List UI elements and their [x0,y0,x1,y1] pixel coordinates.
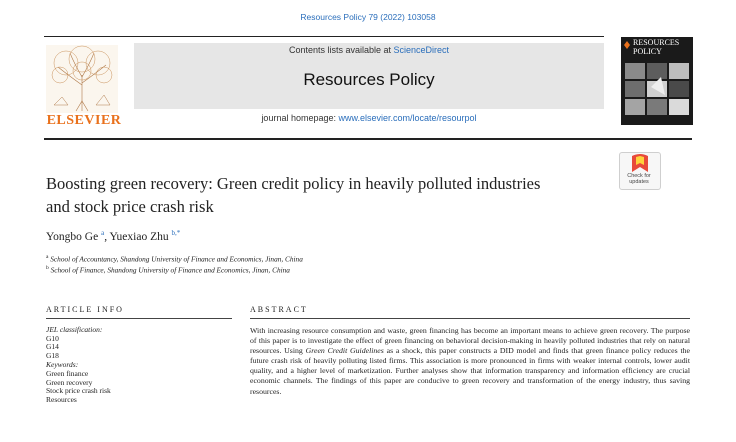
affiliation-text: School of Finance, Shandong University of Finance and Economics, Jinan, China [50,265,290,275]
author-name[interactable]: Yuexiao Zhu [109,230,169,243]
article-title-line1: Boosting green recovery: Green credit policy in heavily polluted industries [46,174,541,193]
keyword-link[interactable]: Resources [46,394,77,404]
jel-code: G10 [46,333,59,343]
abstract-text [250,326,690,397]
contents-prefix: Contents lists available at [288,45,394,55]
bookmark-icon [620,153,660,175]
article-info-list [46,326,111,404]
affiliation-text: School of Accountancy, Shandong University of Finance and Economics, Jinan, China [50,254,303,264]
journal-citation[interactable]: Resources Policy 79 (2022) 103058 [300,12,436,22]
abstract-rule [250,318,690,319]
jel-label: JEL classification: [46,325,103,334]
keyword-link[interactable]: Green recovery [46,377,93,387]
publisher-logo-text[interactable]: ELSEVIER [46,113,122,128]
check-for-updates-label [619,173,659,185]
author-separator: , [104,230,110,243]
affiliation [46,265,290,274]
abstract-part2: as a shock, this paper constructs a DID model and finds that green finance policy reduces the future crash risk of heavily polluting listed firms. This association is more pronounced in firms with weaker internal controls, lower audit quality, and a higher level of marketization. Further analyses show that information transparency and information efficiency are crucial economic channels. The findings of this paper are conducive to green recovery and transformation of the energy industry, thus saving resources. [250,346,690,396]
sciencedirect-link[interactable]: ScienceDirect [393,45,450,55]
author-affiliation-mark[interactable]: a [101,229,105,237]
header-bottom-rule [44,138,692,140]
author-name[interactable]: Yongbo Ge [46,230,99,243]
affiliation [46,254,303,263]
check-line2: updates [629,179,649,185]
elsevier-tree-logo-icon [46,45,118,113]
homepage-link[interactable]: www.elsevier.com/locate/resourpol [338,113,477,123]
jel-code: G14 [46,342,59,352]
article-info-heading: ARTICLE INFO [46,305,124,314]
article-title [46,172,616,218]
homepage-prefix: journal homepage: [261,113,339,123]
jel-code: G18 [46,350,59,360]
contents-available [134,45,604,55]
keyword-link[interactable]: Stock price crash risk [46,386,111,396]
abstract-heading: ABSTRACT [250,305,308,314]
article-info-rule [46,318,232,319]
journal-homepage [134,113,604,123]
cover-leaf-icon [624,41,630,49]
cover-title-line2: POLICY [633,46,662,56]
article-title-line2: and stock price crash risk [46,197,214,216]
abstract-part1: With increasing resource consumption and waste, green financing has become an important means to achieve green recovery. The purpose of this paper is to investigate the effect of green financing on behavioral decision-making in heavily polluted industries that rely on natural resources. Using [250,326,690,356]
journal-title: Resources Policy [303,70,435,89]
affiliation-mark: b [46,265,49,271]
author-affiliation-mark[interactable]: b,* [171,229,181,237]
abstract-italic: Green Credit Guidelines [305,346,384,356]
header-top-rule [44,36,604,37]
check-line1: Check for [627,173,651,179]
cover-title [625,39,691,56]
affiliation-mark: a [46,254,49,260]
author-list [46,229,180,243]
keyword-link[interactable]: Green finance [46,368,89,378]
cover-title-line1: RESOURCES [633,38,680,47]
keywords-label: Keywords: [46,360,79,370]
